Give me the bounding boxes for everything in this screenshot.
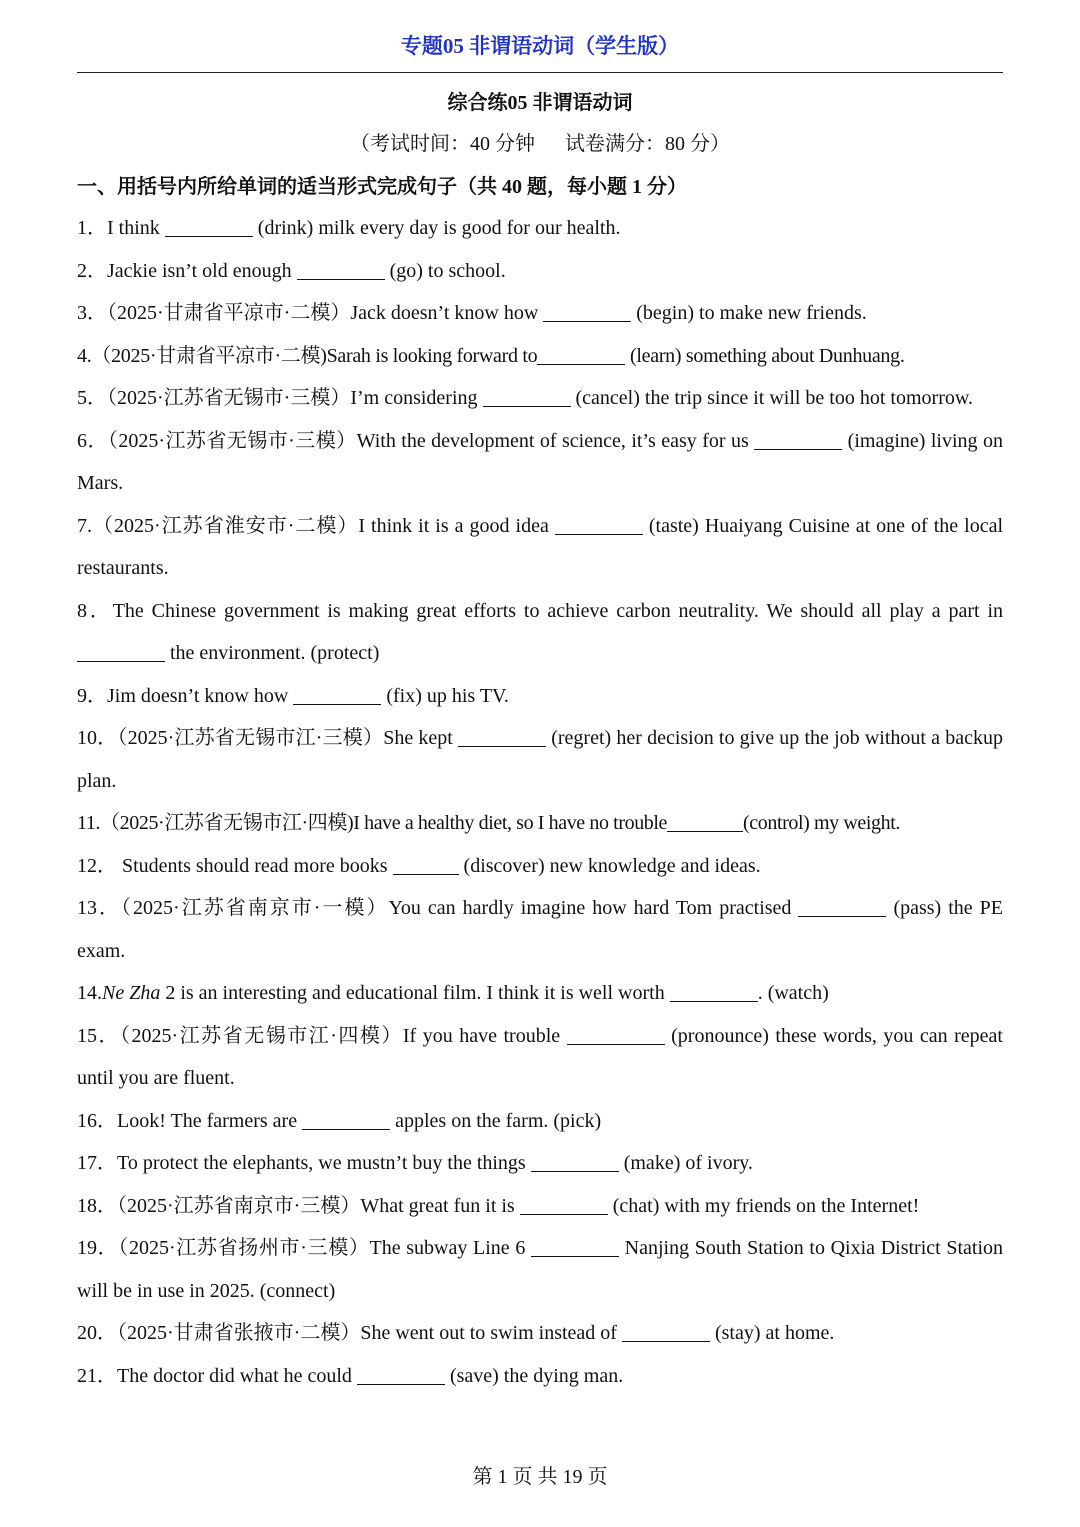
question-8: 8．The Chinese government is making great efforts to achieve carbon neutrality. We should all play a part in the environment. (protect): [77, 599, 1003, 664]
question-list: [77, 207, 1003, 1397]
question-3: 3．（2025·甘肃省平凉市·二模）Jack doesn’t know how (begin) to make new friends.: [77, 302, 867, 324]
question-18: 18．（2025·江苏省南京市·三模）What great fun it is (chat) with my friends on the Internet!: [77, 1194, 920, 1217]
answer-blank[interactable]: [520, 1194, 608, 1215]
answer-blank[interactable]: [754, 429, 842, 450]
answer-blank[interactable]: [458, 726, 546, 747]
question-4: 4.（2025·甘肃省平凉市·二模)Sarah is looking forward to (learn) something about Dunhuang.: [77, 344, 905, 367]
question-20: 20．（2025·甘肃省张掖市·二模）She went out to swim instead of (stay) at home.: [77, 1322, 835, 1344]
answer-blank[interactable]: [537, 344, 625, 365]
question-11: 11.（2025·江苏省无锡市江·四模)I have a healthy diet, so I have no trouble (control) my weight.: [77, 812, 901, 834]
exercise-subtitle: 综合练05 非谓语动词: [447, 92, 633, 114]
answer-blank[interactable]: [302, 1109, 390, 1130]
answer-blank[interactable]: [555, 514, 643, 535]
answer-blank[interactable]: [531, 1236, 619, 1257]
section-heading: 一、用括号内所给单词的适当形式完成句子（共 40 题，每小题 1 分）: [77, 176, 687, 198]
question-2: 2．Jackie isn’t old enough (go) to school.: [77, 259, 506, 282]
answer-blank[interactable]: [293, 684, 381, 705]
answer-blank[interactable]: [357, 1364, 445, 1385]
question-1: 1．I think (drink) milk every day is good for our health.: [77, 217, 621, 239]
question-7: 7.（2025·江苏省淮安市·二模）I think it is a good idea (taste) Huaiyang Cuisine at one of the local restaurants.: [77, 514, 1004, 579]
question-10: 10．（2025·江苏省无锡市江·三模）She kept (regret) her decision to give up the job without a backup plan.: [77, 727, 1003, 792]
document-title: 专题05 非谓语动词（学生版）: [400, 34, 680, 58]
answer-blank[interactable]: [543, 301, 631, 322]
answer-blank[interactable]: [483, 386, 571, 407]
question-15: 15．（2025·江苏省无锡市江·四模）If you have trouble (pronounce) these words, you can repeat until you are fluent.: [77, 1024, 1003, 1089]
answer-blank[interactable]: [77, 641, 165, 662]
question-21: 21．The doctor did what he could (save) the dying man.: [77, 1364, 624, 1387]
question-9: 9．Jim doesn’t know how (fix) up his TV.: [77, 684, 509, 707]
question-6: 6．（2025·江苏省无锡市·三模）With the development of science, it’s easy for us (imagine) living on Mars.: [77, 429, 1003, 494]
answer-blank[interactable]: [622, 1321, 710, 1342]
answer-blank[interactable]: [165, 216, 253, 237]
answer-blank[interactable]: [667, 811, 743, 832]
question-19: 19．（2025·江苏省扬州市·三模）The subway Line 6 Nanjing South Station to Qixia District Station will be in use in 2025. (connect): [77, 1237, 1004, 1302]
header-divider: [77, 72, 1003, 73]
question-12: 12． Students should read more books (discover) new knowledge and ideas.: [77, 854, 761, 877]
answer-blank[interactable]: [297, 259, 385, 280]
exam-info: （考试时间：40 分钟 试卷满分：80 分）: [350, 133, 730, 155]
question-5: 5．（2025·江苏省无锡市·三模）I’m considering (cancel) the trip since it will be too hot tomorrow.: [77, 387, 973, 409]
answer-blank[interactable]: [670, 981, 758, 1002]
question-14: 14.Ne Zha 2 is an interesting and educational film. I think it is well worth . (watch): [77, 982, 829, 1004]
answer-blank[interactable]: [798, 896, 886, 917]
page-number: 第 1 页 共 19 页: [472, 1466, 608, 1488]
question-13: 13．（2025·江苏省南京市·一模）You can hardly imagine how hard Tom practised (pass) the PE exam.: [77, 897, 1004, 962]
question-16: 16．Look! The farmers are apples on the farm. (pick): [77, 1109, 602, 1132]
question-17: 17．To protect the elephants, we mustn’t buy the things (make) of ivory.: [77, 1152, 753, 1174]
answer-blank[interactable]: [531, 1151, 619, 1172]
answer-blank[interactable]: [393, 854, 459, 875]
answer-blank[interactable]: [567, 1024, 665, 1045]
